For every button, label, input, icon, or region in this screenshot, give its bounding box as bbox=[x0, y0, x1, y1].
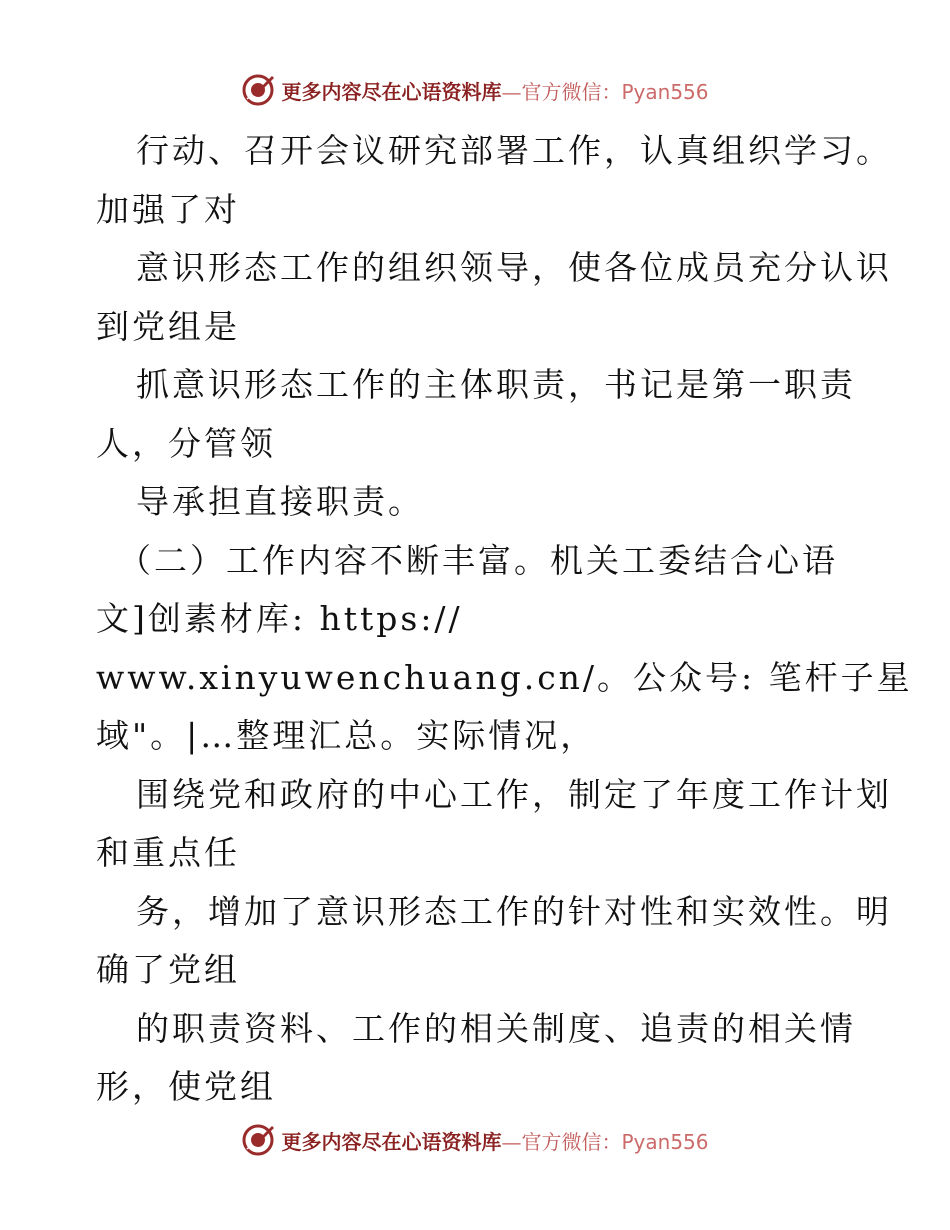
text-line: www.xinyuwenchuang.cn/。公众号: 笔杆子星 bbox=[96, 657, 913, 697]
text-line: 行动、召开会议研究部署工作，认真组织学习。 bbox=[136, 131, 892, 170]
text-line: 和重点任 bbox=[96, 833, 240, 872]
footer-banner-main: 更多内容尽在心语资料库 bbox=[281, 1129, 502, 1154]
pen-seal-icon bbox=[241, 1123, 275, 1157]
footer-banner-handle: Pyan556 bbox=[621, 1129, 709, 1154]
text-line: 域"。|…整理汇总。实际情况， bbox=[96, 716, 597, 755]
text-line: 意识形态工作的组织领导，使各位成员充分认识 bbox=[136, 248, 892, 287]
footer-banner-text bbox=[281, 1126, 708, 1155]
text-line: 确了党组 bbox=[96, 950, 240, 989]
footer-banner bbox=[0, 1120, 950, 1160]
header-banner-text bbox=[281, 76, 708, 105]
header-banner-official: 官方微信： bbox=[521, 79, 622, 104]
header-banner-content bbox=[241, 73, 708, 107]
text-line: 围绕党和政府的中心工作，制定了年度工作计划 bbox=[136, 774, 892, 814]
header-banner-handle: Pyan556 bbox=[621, 79, 709, 104]
text-line: （二）工作内容不断丰富。机关工委结合心语 bbox=[118, 540, 838, 580]
text-line: 的职责资料、工作的相关制度、追责的相关情 bbox=[136, 1008, 856, 1048]
text-line: 加强了对 bbox=[96, 189, 240, 229]
header-banner-main: 更多内容尽在心语资料库 bbox=[281, 79, 502, 104]
footer-banner-dash: — bbox=[501, 1129, 522, 1154]
text-line: 形，使党组 bbox=[96, 1067, 276, 1106]
header-banner bbox=[0, 70, 950, 110]
pen-seal-icon bbox=[241, 73, 275, 107]
footer-banner-official: 官方微信： bbox=[521, 1129, 622, 1154]
text-line: 务，增加了意识形态工作的针对性和实效性。明 bbox=[136, 891, 892, 931]
text-line: 导承担直接职责。 bbox=[136, 482, 424, 521]
footer-banner-content bbox=[241, 1123, 708, 1157]
text-line: 抓意识形态工作的主体职责，书记是第一职责 bbox=[136, 365, 856, 404]
text-line: 人，分管领 bbox=[96, 423, 276, 463]
text-line: 到党组是 bbox=[96, 306, 240, 346]
document-body bbox=[96, 122, 913, 1117]
text-line: 文]创素材库: https:// bbox=[96, 599, 463, 638]
header-banner-dash: — bbox=[501, 79, 522, 104]
